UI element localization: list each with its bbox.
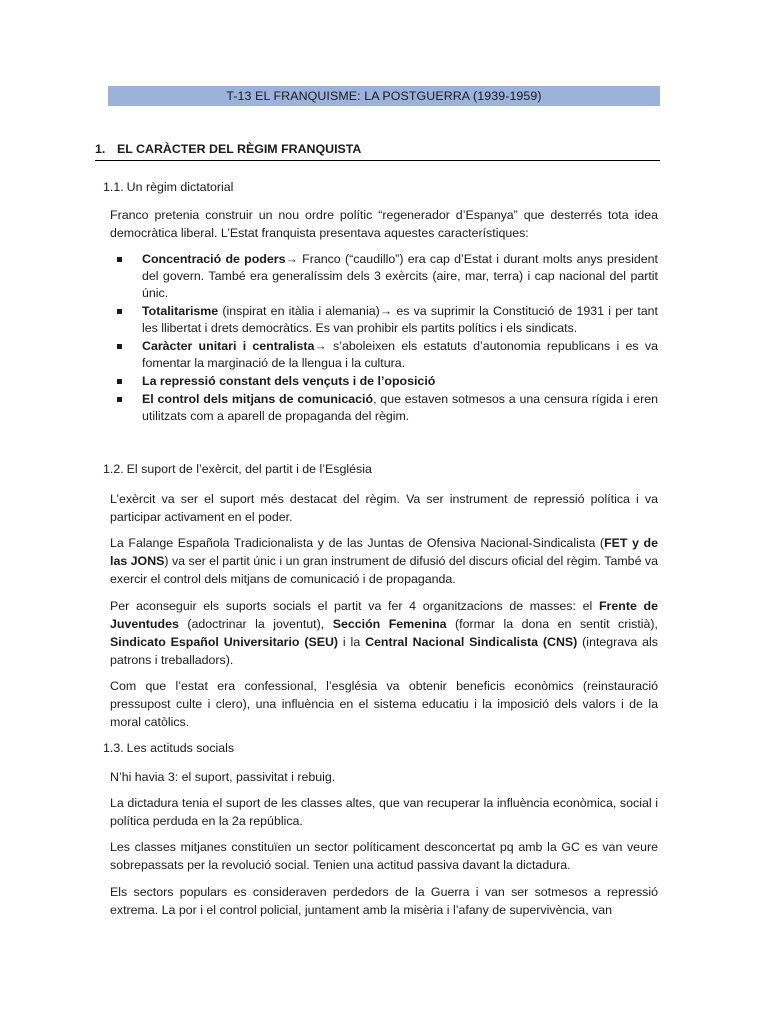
bullet-icon bbox=[117, 309, 122, 314]
subsection-1-1-heading bbox=[103, 180, 233, 194]
list-item: Concentració de poders→ Franco (“caudillo”) era cap d’Estat i durant molts anys president del govern. També era generalíssim dels 3 exèrcits (aire, mar, terra) i cap nacional del partit únic. bbox=[110, 251, 658, 302]
subsection-1-3-heading bbox=[103, 741, 234, 755]
subsection-1-2-heading bbox=[103, 462, 372, 476]
subsection-1-2-title: El suport de l’exèrcit, del partit i de l’Església bbox=[126, 462, 372, 476]
subsection-1-2-paragraph-3: Per aconseguir els suports socials el partit va fer 4 organitzacions de masses: el Frente de Juventudes (adoctrinar la joventut), Sección Femenina (formar la dona en sentit cristià), Sindicato Español Universitario (SEU) i la Central Nacional Sindicalista (CNS) (integrava als patrons i treballadors). bbox=[110, 599, 658, 667]
subsection-1-1-number: 1.1. bbox=[103, 180, 124, 194]
document-title: T-13 EL FRANQUISME: LA POSTGUERRA (1939-1959) bbox=[108, 86, 660, 106]
section-1-title: EL CARÀCTER DEL RÈGIM FRANQUISTA bbox=[117, 142, 362, 156]
subsection-1-2-number: 1.2. bbox=[103, 462, 124, 476]
list-item: Caràcter unitari i centralista→ s’aboleixen els estatuts d’autonomia republicans i es va fomentar la marginació de la llengua i la cultura. bbox=[110, 338, 658, 372]
subsection-1-3-paragraph-3: Les classes mitjanes constituïen un sector políticament desconcertat pq amb la GC es van veure sobrepassats per la revolució social. Tenien una actitud passiva davant la dictadura. bbox=[110, 840, 658, 872]
subsection-1-3-title: Les actituds socials bbox=[126, 741, 235, 755]
characteristics-list bbox=[110, 251, 658, 426]
bullet-icon bbox=[117, 344, 122, 349]
subsection-1-3-paragraph-1: N’hi havia 3: el suport, passivitat i rebuig. bbox=[110, 770, 336, 784]
subsection-1-2-paragraph-4: Com que l’estat era confessional, l’església va obtenir beneficis econòmics (reinstauració pressupost culte i clero), una influència en el sistema educatiu i la imposició dels valors i de la moral catòlics. bbox=[110, 679, 658, 729]
bullet-icon bbox=[117, 379, 122, 384]
list-item: Totalitarisme (inspirat en itàlia i alemania)→ es va suprimir la Constitució de 1931 i per tant les llibertat i drets democràtics. Es van prohibir els partits polítics i els sindicats. bbox=[110, 303, 658, 337]
subsection-1-1-title: Un règim dictatorial bbox=[126, 180, 234, 194]
section-1-heading bbox=[95, 142, 660, 161]
subsection-1-2-paragraph-1: L’exèrcit va ser el suport més destacat del règim. Va ser instrument de repressió política i va participar activament en el poder. bbox=[110, 492, 658, 524]
bullet-icon bbox=[117, 257, 122, 262]
section-1-number: 1. bbox=[95, 142, 106, 156]
subsection-1-3-paragraph-2: La dictadura tenia el suport de les classes altes, que van recuperar la influència econòmica, social i política perduda en la 2a república. bbox=[110, 796, 658, 828]
bullet-icon bbox=[117, 397, 122, 402]
subsection-1-3-number: 1.3. bbox=[103, 741, 124, 755]
list-item: El control dels mitjans de comunicació, que estaven sotmesos a una censura rígida i eren utilitzats com a aparell de propaganda del règim. bbox=[110, 391, 658, 425]
list-item: La repressió constant dels vençuts i de l’oposició bbox=[110, 373, 658, 390]
subsection-1-1-intro: Franco pretenia construir un nou ordre polític “regenerador d’Espanya” que desterrés tota idea democràtica liberal. L’Estat franquista presentava aquestes característiques: bbox=[110, 208, 658, 240]
subsection-1-3-paragraph-4: Els sectors populars es consideraven perdedors de la Guerra i van ser sotmesos a repressió extrema. La por i el control policial, juntament amb la misèria i l’afany de supervivència, van bbox=[110, 885, 658, 917]
subsection-1-2-paragraph-2: La Falange Española Tradicionalista y de las Juntas de Ofensiva Nacional-Sindicalista (FET y de las JONS) va ser el partit únic i un gran instrument de difusió del discurs oficial del règim. També va exercir el control dels mitjans de comunicació i de propaganda. bbox=[110, 536, 659, 586]
